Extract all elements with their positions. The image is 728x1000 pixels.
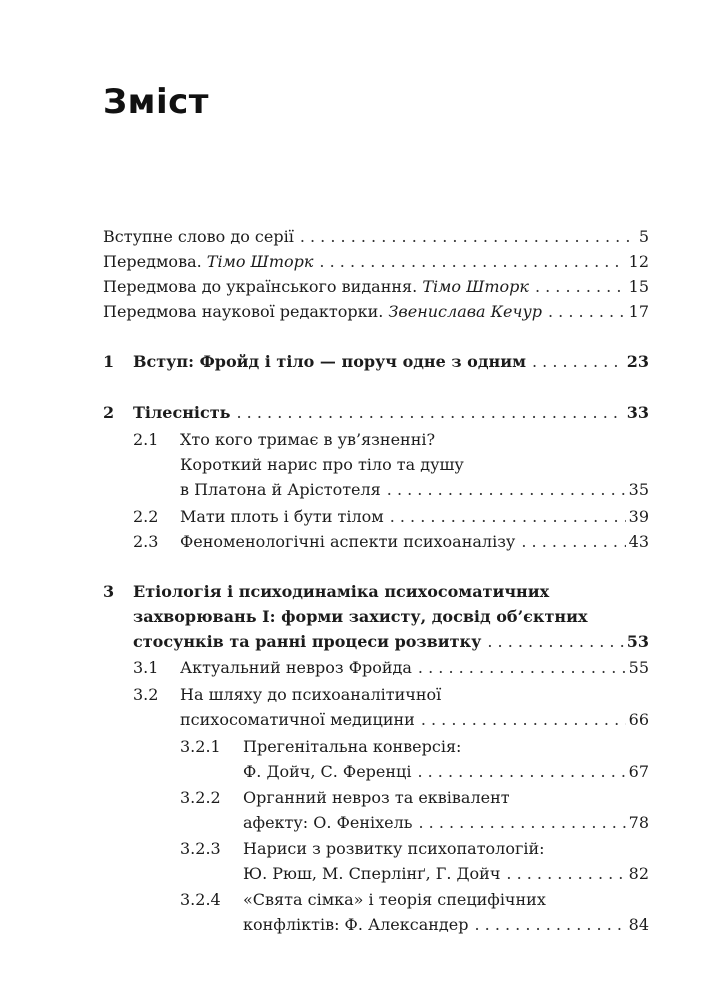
subsection-number: 3.2.1 [180,737,221,756]
toc-entry-label: Передмова. Тімо Шторк [103,252,314,271]
toc-entry-editor-foreword[interactable] [103,300,649,324]
toc-section-2-1[interactable] [180,428,435,452]
toc-page-number: 39 [628,507,649,526]
toc-subsection-title: афекту: О. Феніхель [243,813,413,832]
section-number: 2.2 [133,507,159,526]
toc-chapter-3[interactable] [133,580,549,604]
toc-chapter-title: захворювань I: форми захисту, досвід об’єктних [133,607,588,626]
toc-entry-foreword[interactable] [103,250,649,274]
toc-chapter-title: стосунків та ранні процеси розвитку [133,632,482,651]
leader-dots [487,630,623,654]
toc-section-2-1-cont [180,453,464,477]
toc-page-number: 84 [628,915,649,934]
leader-dots [421,708,626,732]
subsection-number: 3.2.2 [180,788,221,807]
leader-dots [535,275,626,299]
toc-chapter-title: Тілесність [133,403,231,422]
toc-section-2-1-end[interactable] [180,478,649,502]
leader-dots [532,350,624,374]
toc-section-3-2[interactable] [180,683,441,707]
toc-section-title: Феноменологічні аспекти психоаналізу [180,532,516,551]
toc-section-title: Короткий нарис про тіло та душу [180,455,464,474]
toc-entry-author: Звенислава Кечур [388,302,542,321]
toc-subsection-title: «Свята сімка» і теорія специфічних [243,890,546,909]
toc-entry-series-foreword[interactable] [103,225,649,249]
toc-subsection-3-2-3[interactable] [243,837,545,861]
toc-subsection-title: Ф. Дойч, С. Ференці [243,762,412,781]
toc-subsection-title: Прегенітальна конверсія: [243,737,462,756]
page-title: Зміст [103,82,209,122]
toc-page-number: 82 [628,864,649,883]
chapter-number: 1 [103,352,115,371]
toc-subsection-3-2-1[interactable] [243,735,461,759]
toc-page-number: 78 [628,813,649,832]
toc-subsection-3-2-3-end[interactable] [243,862,649,886]
toc-subsection-title: конфліктів: Ф. Александер [243,915,469,934]
chapter-number: 2 [103,403,115,422]
toc-page-number: 33 [626,403,649,422]
toc-subsection-3-2-4-end[interactable] [243,913,649,937]
leader-dots [418,811,625,835]
toc-page-number: 43 [628,532,649,551]
toc-entry-ukrainian-foreword[interactable] [103,275,649,299]
leader-dots [521,530,625,554]
toc-chapter-title: Етіологія і психодинаміка психосоматичних [133,582,550,601]
toc-chapter-title: Вступ: Фройд і тіло — поруч одне з одним [133,352,526,371]
toc-page-number: 23 [626,352,649,371]
toc-entry-label: Вступне слово до серії [103,227,294,246]
toc-section-3-2-end[interactable] [180,708,649,732]
subsection-number: 3.2.3 [180,839,221,858]
toc-section-title: Мати плоть і бути тілом [180,507,384,526]
toc-page-number: 53 [626,632,649,651]
section-number: 3.2 [133,685,159,704]
toc-subsection-title: Нариси з розвитку психопатологій: [243,839,545,858]
toc-section-3-1[interactable] [180,656,649,680]
toc-entry-label: Передмова до українського видання. Тімо Шторк [103,277,529,296]
toc-section-title: Актуальний невроз Фройда [180,658,412,677]
leader-dots [548,300,626,324]
toc-page-number: 35 [628,480,649,499]
leader-dots [319,250,625,274]
toc-page-number: 15 [628,277,649,296]
toc-entry-author: Тімо Шторк [206,252,314,271]
toc-chapter-2[interactable] [133,401,649,425]
toc-section-title: Хто кого тримає в ув’язненні? [180,430,436,449]
toc-subsection-3-2-2[interactable] [243,786,510,810]
leader-dots [387,478,626,502]
leader-dots [474,913,625,937]
toc-page-number: 67 [628,762,649,781]
toc-page-number: 17 [628,302,649,321]
leader-dots [506,862,625,886]
toc-section-title: психосоматичної медицини [180,710,415,729]
toc-section-title: в Платона й Арістотеля [180,480,381,499]
toc-page-number: 12 [628,252,649,271]
leader-dots [237,401,624,425]
toc-page-number: 55 [628,658,649,677]
toc-page-number: 66 [628,710,649,729]
section-number: 2.1 [133,430,159,449]
toc-subsection-title: Ю. Рюш, М. Сперлінґ, Г. Дойч [243,864,501,883]
toc-subsection-3-2-1-end[interactable] [243,760,649,784]
toc-entry-author: Тімо Шторк [422,277,529,296]
toc-section-2-2[interactable] [180,505,649,529]
toc-section-2-3[interactable] [180,530,649,554]
toc-entry-label: Передмова наукової редакторки. Звенислава Кечур [103,302,542,321]
toc-section-title: На шляху до психоаналітичної [180,685,442,704]
toc-chapter-1[interactable] [133,350,649,374]
toc-subsection-3-2-2-end[interactable] [243,811,649,835]
subsection-number: 3.2.4 [180,890,221,909]
leader-dots [418,656,626,680]
toc-page-number: 5 [638,227,649,246]
toc-chapter-3-cont [133,605,587,629]
toc-chapter-3-end[interactable] [133,630,649,654]
leader-dots [417,760,625,784]
chapter-number: 3 [103,582,115,601]
toc-subsection-3-2-4[interactable] [243,888,546,912]
leader-dots [390,505,626,529]
section-number: 3.1 [133,658,159,677]
section-number: 2.3 [133,532,159,551]
toc-subsection-title: Органний невроз та еквівалент [243,788,510,807]
leader-dots [300,225,636,249]
